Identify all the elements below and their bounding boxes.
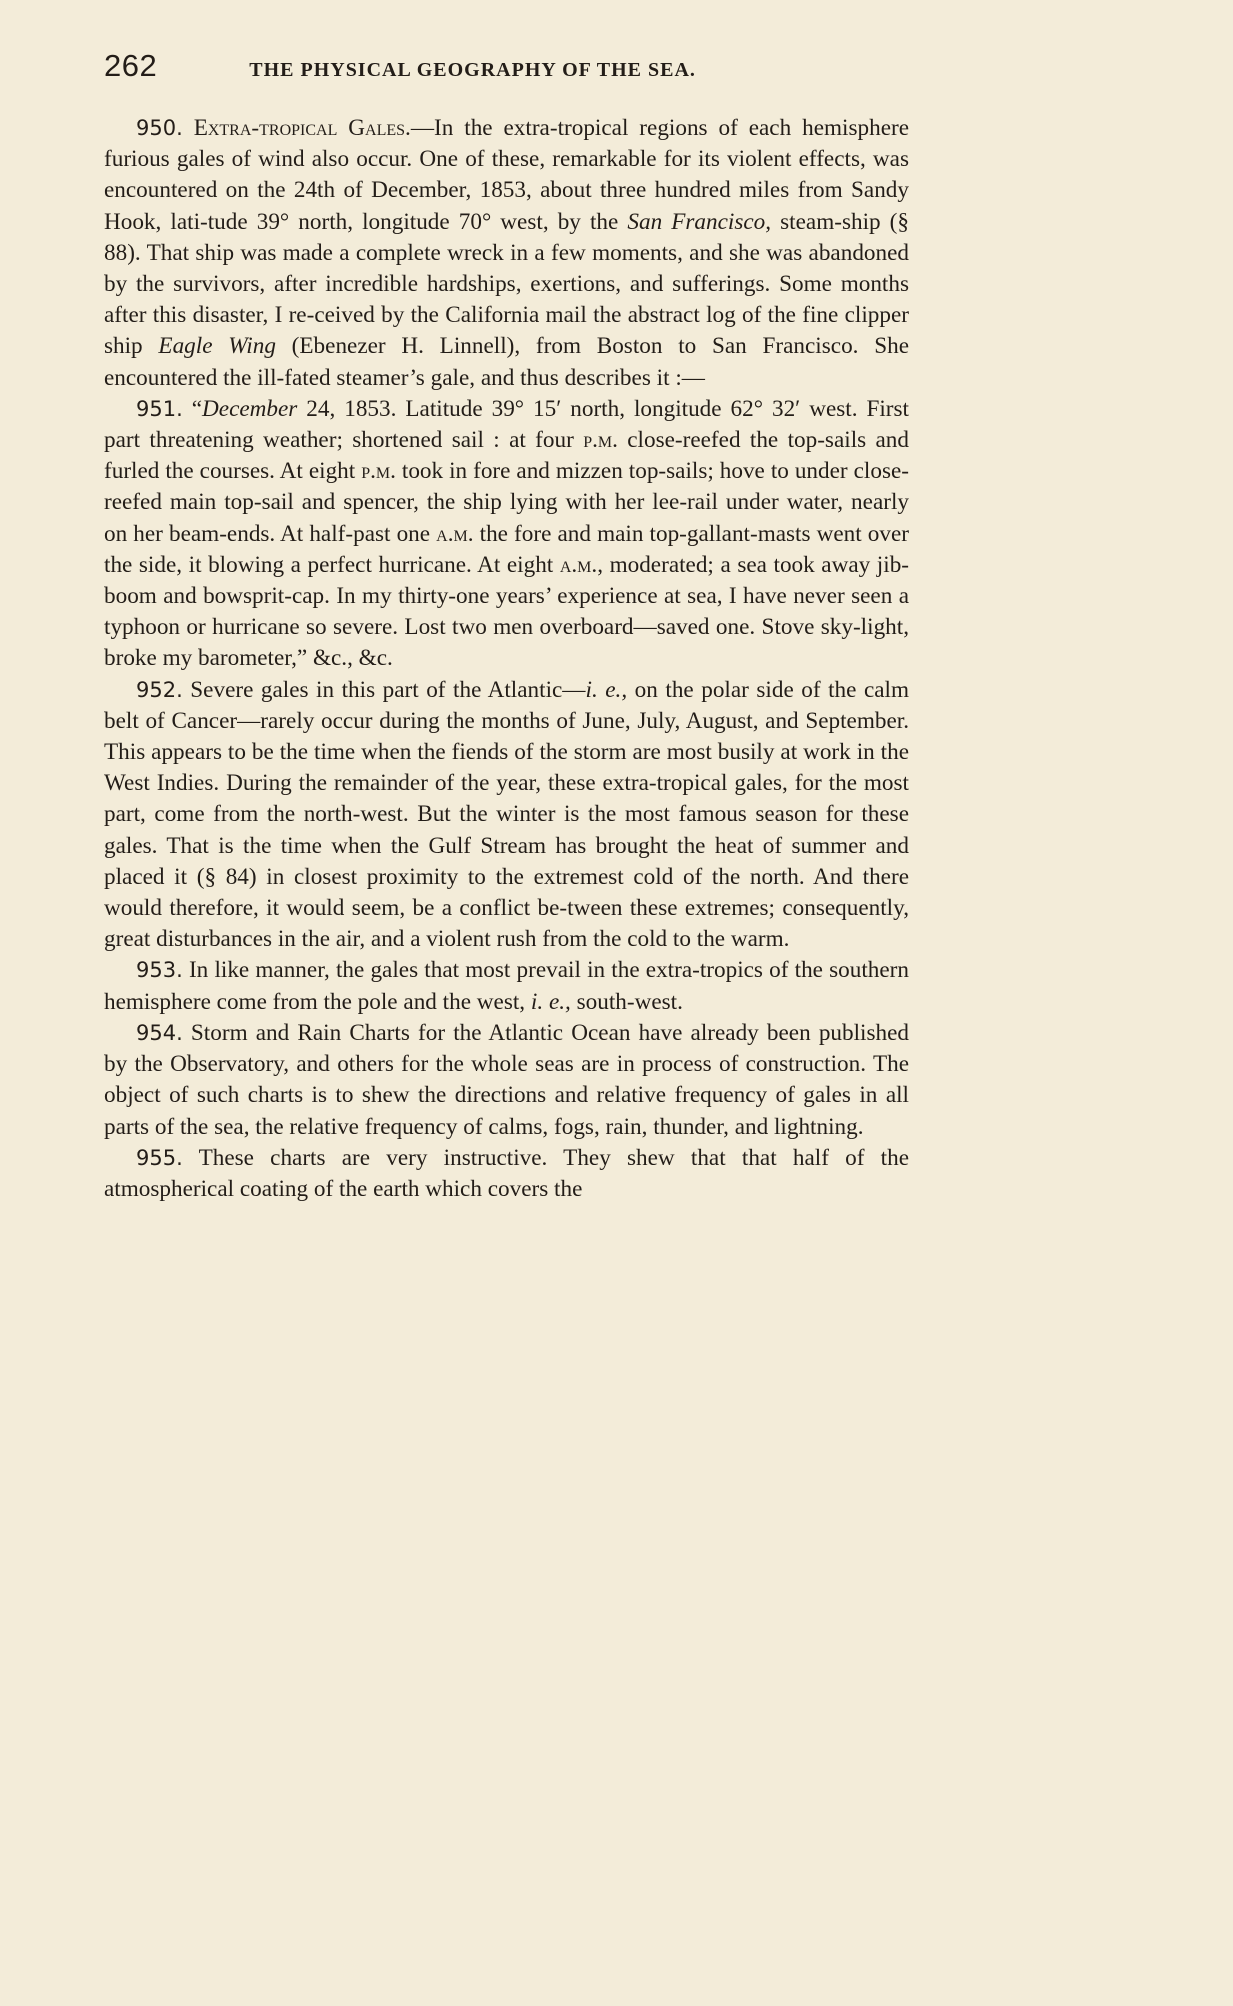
paragraph-text: Storm and Rain Charts for the Atlantic Ocean have already been published by the Observatory, and others for the whole seas are in process of construction. The object of such charts is to shew the directions and relative frequency of gales in all parts of the sea, the relative frequency of calms, fogs, rain, thunder, and lightning. (104, 1019, 909, 1140)
paragraph-text: 24, 1853. Latitude 39° 15′ north, longitude 62° 32′ west. First part threatening weather; shortened sail : at four (104, 395, 909, 454)
paragraph-text: took in fore and mizzen top-sails; hove to under close-reefed main top-sail and spencer, the ship lying with her lee-rail under water, nearly on her beam-ends. At half-past one (104, 458, 909, 547)
paragraph-text: , moderated; a sea took away jib-boom and bowsprit-cap. In my thirty-one years’ experience at sea, I have never seen a typhoon or hurricane so severe. Lost two men overboard—saved one. Stove sky-light, broke my barometer,” &c., &c. (104, 551, 910, 672)
time-abbrev: p.m. (361, 458, 396, 485)
paragraph-text: These charts are very instructive. They shew that that half of the atmospherical coating of the earth which covers the (104, 1144, 909, 1202)
paragraph-text: the fore and main top-gallant-masts went over the side, it blowing a perfect hurricane. At eight (104, 520, 909, 578)
paragraph-953 (104, 955, 909, 1017)
paragraph-number: 952. (136, 677, 183, 702)
page-number: 262 (104, 48, 158, 83)
body-text (104, 113, 909, 1205)
paragraph-number: 953. (136, 958, 183, 983)
paragraph-text: .—In the extra-tropical regions of each hemisphere furious gales of wind also occur. One of these, remarkable for its violent effects, was encountered on the 24th of December, 1853, about three hundred miles from Sandy Hook, lati-tude 39° north, longitude 70° west, by the (104, 115, 909, 235)
paragraph-number: 955. (136, 1145, 183, 1170)
paragraph-954 (104, 1018, 909, 1143)
open-quote: “ (182, 395, 203, 422)
time-abbrev: a.m. (559, 551, 598, 578)
paragraph-text: steam-ship (§ 88). That ship was made a complete wreck in a few moments, and she was abandoned by the survivors, after incredible hardships, exertions, and sufferings. Some months after this disaster, I re-ceived by the California mail the abstract log of the fine clipper ship (104, 208, 909, 360)
paragraph-950 (104, 113, 909, 394)
log-date: December (202, 395, 298, 422)
page-header (104, 48, 909, 88)
paragraph-number: 954. (136, 1020, 183, 1045)
abbreviation-ie: i. e., (530, 988, 571, 1015)
paragraph-text: south-west. (570, 988, 683, 1015)
paragraph-955 (104, 1143, 909, 1205)
abbreviation-ie: i. e., (585, 676, 628, 703)
paragraph-number: 950. (136, 116, 183, 140)
paragraph-text: close-reefed the top-sails and furled the courses. At eight (104, 427, 909, 485)
ship-name: Eagle Wing (158, 333, 276, 360)
time-abbrev: p.m. (583, 427, 618, 454)
time-abbrev: a.m. (436, 520, 474, 547)
section-heading: Extra-tropical Gales (193, 115, 406, 141)
paragraph-951 (104, 394, 909, 675)
paragraph-952 (104, 675, 909, 956)
paragraph-text: (Ebenezer H. Linnell), from Boston to San Francisco. She encountered the ill-fated steamer’s gale, and thus describes it :— (104, 333, 909, 391)
running-title: THE PHYSICAL GEOGRAPHY OF THE SEA. (249, 59, 696, 81)
paragraph-number: 951. (136, 396, 183, 421)
ship-name: San Francisco, (627, 208, 772, 235)
paragraph-text: on the polar side of the calm belt of Cancer—rarely occur during the months of June, July, August, and September. This appears to be the time when the fiends of the storm are most busily at work in the West Indies. During the remainder of the year, these extra-tropical gales, for the most part, come from the north-west. But the winter is the most famous season for these gales. That is the time when the Gulf Stream has brought the heat of summer and placed it (§ 84) in closest proximity to the extremest cold of the north. And there would therefore, it would seem, be a conflict be-tween these extremes; consequently, great disturbances in the air, and a violent rush from the cold to the warm. (104, 676, 910, 953)
paragraph-text: Severe gales in this part of the Atlantic— (182, 676, 586, 703)
paragraph-text: In like manner, the gales that most prevail in the extra-tropics of the southern hemisphere come from the pole and the west, (104, 957, 909, 1015)
